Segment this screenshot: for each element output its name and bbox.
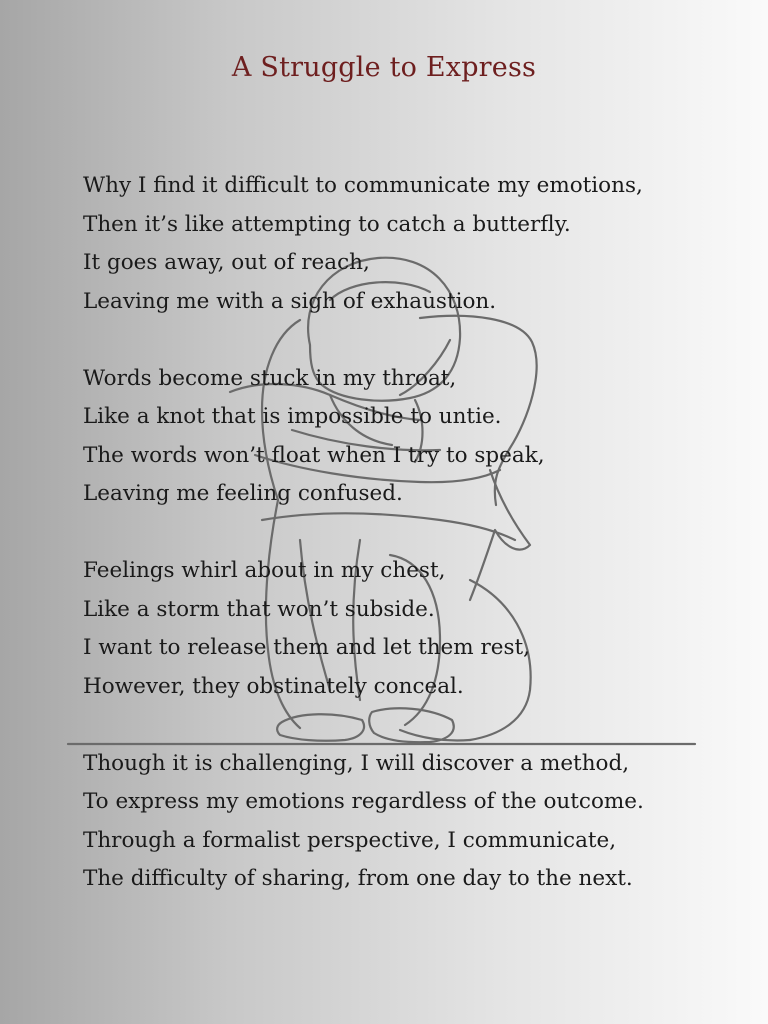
stanza	[83, 167, 723, 321]
poem-line: The words won’t float when I try to speak,	[83, 442, 545, 468]
poem-line: The difficulty of sharing, from one day to the next.	[83, 866, 633, 891]
poem-line: Then it’s like attempting to catch a butterfly.	[83, 211, 571, 237]
stanza	[83, 552, 723, 706]
stanza	[83, 745, 723, 899]
poem-line: However, they obstinately conceal.	[83, 673, 464, 699]
poem-title: A Struggle to Express	[231, 52, 537, 83]
poem-line: Why I find it difficult to communicate my emotions,	[83, 173, 643, 198]
poem-line: Like a knot that is impossible to untie.	[83, 404, 502, 429]
poem-line: Feelings whirl about in my chest,	[83, 558, 446, 583]
poem-line: To express my emotions regardless of the outcome.	[83, 789, 644, 814]
poem-line: Like a storm that won’t subside.	[83, 596, 435, 622]
stanza	[83, 360, 723, 514]
poem-line: Leaving me with a sigh of exhaustion.	[83, 288, 497, 314]
poem-line: Words become stuck in my throat,	[83, 365, 457, 391]
poem-line: Through a formalist perspective, I communicate,	[83, 827, 617, 853]
poem-line: Leaving me feeling confused.	[83, 481, 403, 506]
poem-line: Though it is challenging, I will discover a method,	[83, 750, 630, 776]
poem-body	[83, 167, 723, 937]
poem-line: I want to release them and let them rest,	[83, 635, 531, 660]
poem-line: It goes away, out of reach,	[83, 250, 370, 275]
